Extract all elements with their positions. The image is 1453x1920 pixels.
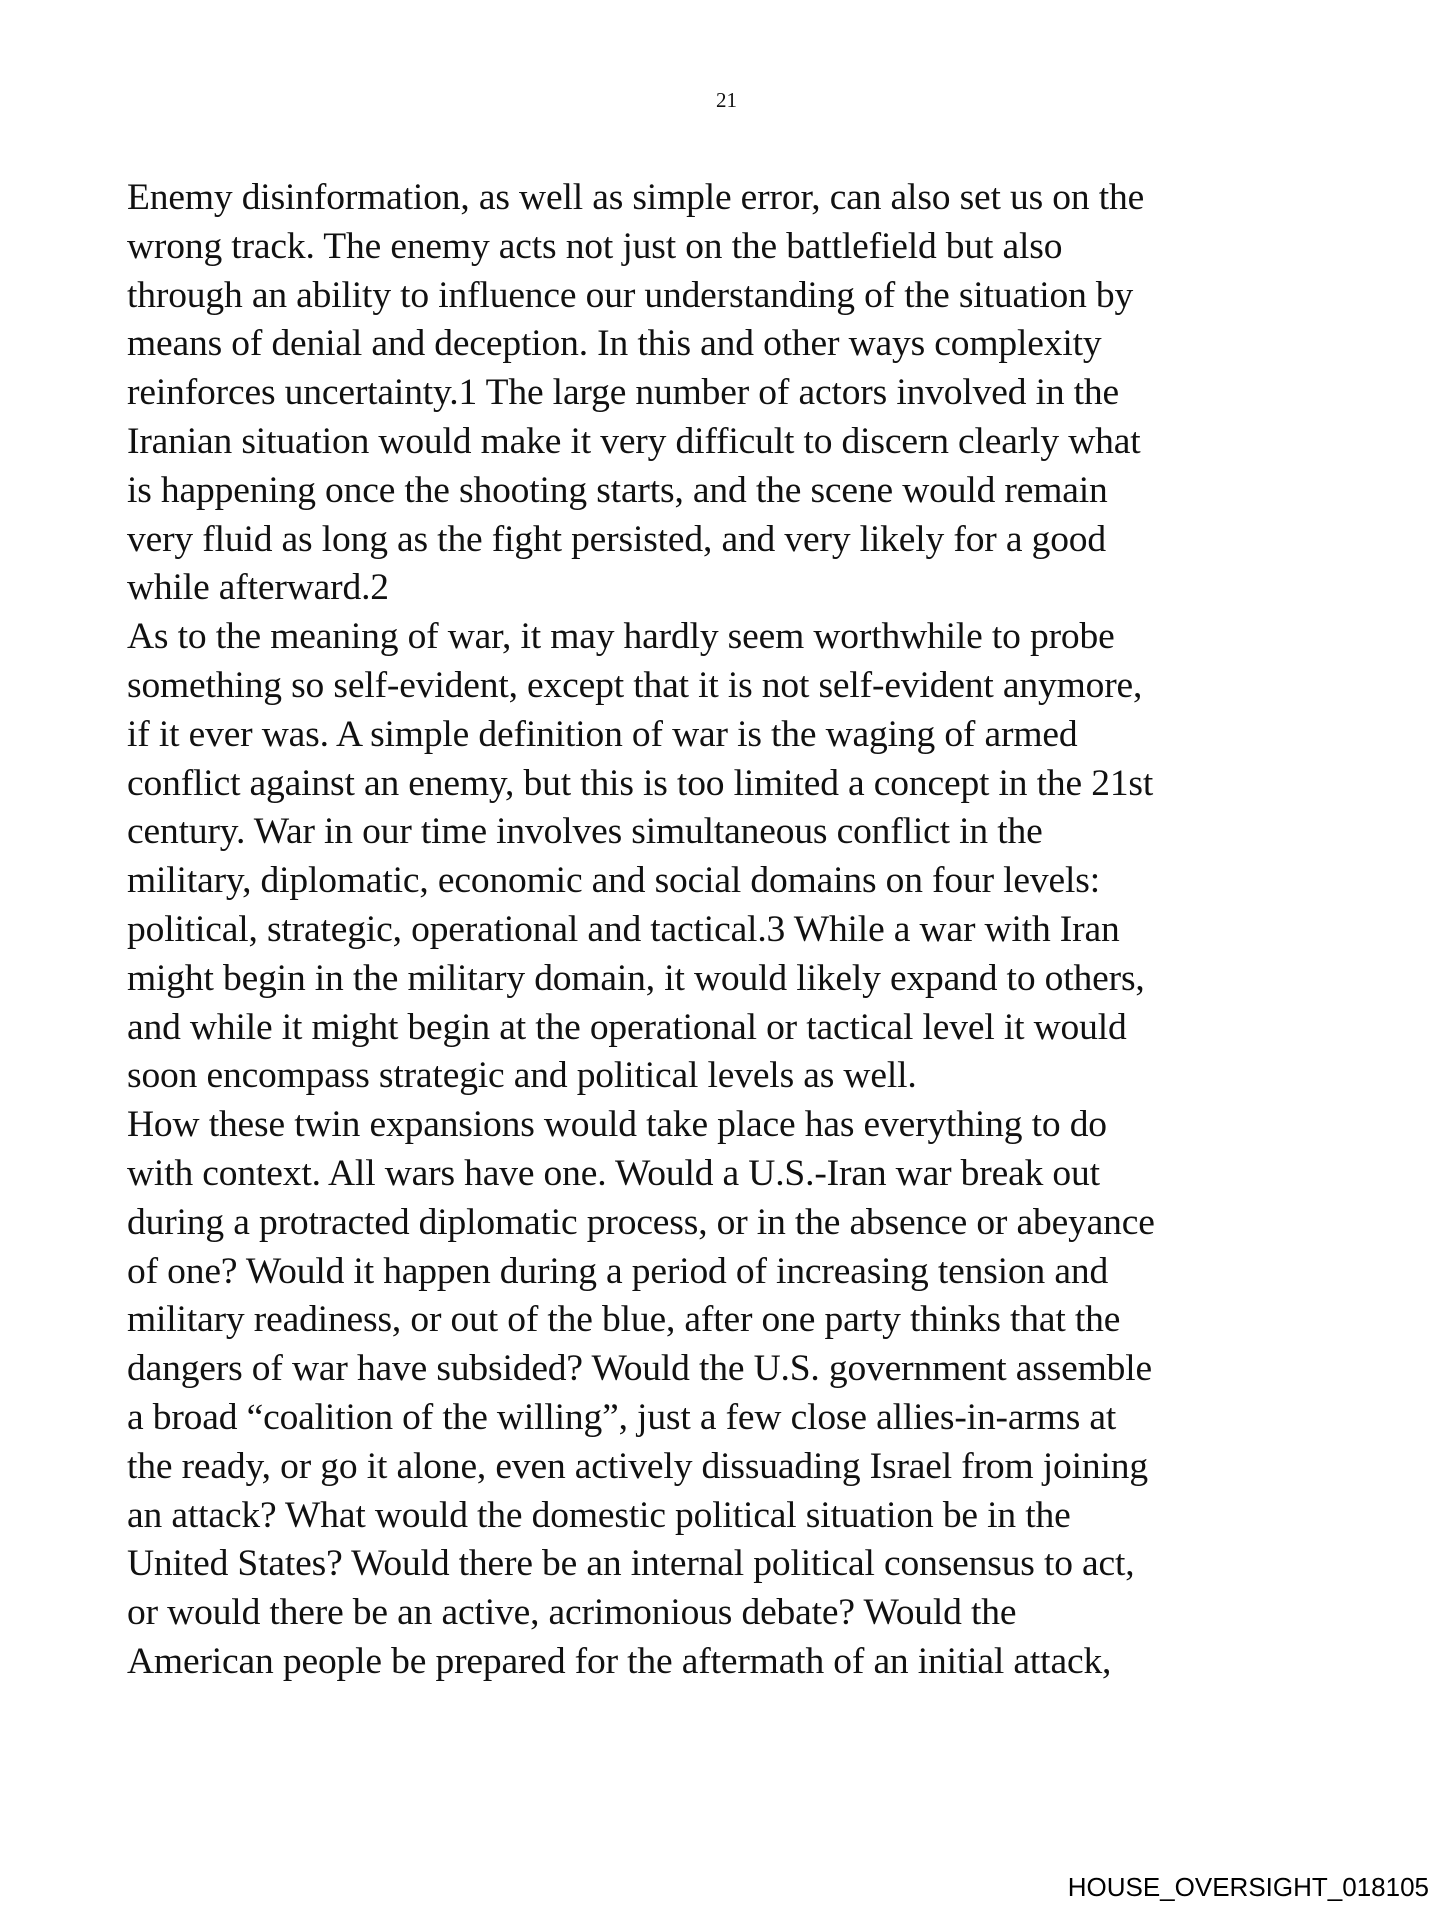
paragraph-meaning-of-war — [127, 613, 1387, 1101]
text-line: soon encompass strategic and political levels as well. — [127, 1055, 917, 1097]
text-line: conflict against an enemy, but this is too limited a concept in the 21st — [127, 762, 1154, 804]
text-line: means of denial and deception. In this and other ways complexity — [127, 323, 1102, 365]
text-line: or would there be an active, acrimonious debate? Would the — [127, 1592, 1017, 1634]
text-line: an attack? What would the domestic political situation be in the — [127, 1494, 1071, 1536]
text-line: while afterward.2 — [127, 567, 389, 609]
text-line: century. War in our time involves simultaneous conflict in the — [127, 811, 1043, 853]
text-line: during a protracted diplomatic process, or in the absence or abeyance — [127, 1201, 1155, 1243]
text-line: of one? Would it happen during a period of increasing tension and — [127, 1250, 1109, 1292]
text-line: As to the meaning of war, it may hardly seem worthwhile to probe — [127, 616, 1115, 658]
body-text — [127, 174, 1387, 1687]
text-line: dangers of war have subsided? Would the U.S. government assemble — [127, 1348, 1152, 1390]
text-line: reinforces uncertainty.1 The large number of actors involved in the — [127, 372, 1120, 414]
text-line: Enemy disinformation, as well as simple error, can also set us on the — [127, 177, 1145, 218]
text-line: political, strategic, operational and tactical.3 While a war with Iran — [127, 908, 1120, 950]
text-line: the ready, or go it alone, even actively dissuading Israel from joining — [127, 1445, 1148, 1487]
text-line: through an ability to influence our understanding of the situation by — [127, 274, 1134, 316]
paragraph-uncertainty — [127, 174, 1387, 613]
text-line: wrong track. The enemy acts not just on the battlefield but also — [127, 225, 1063, 267]
text-line: is happening once the shooting starts, and the scene would remain — [127, 469, 1108, 511]
bates-stamp: HOUSE_OVERSIGHT_018105 — [1067, 1872, 1429, 1902]
text-line: United States? Would there be an internal political consensus to act, — [127, 1543, 1135, 1585]
text-line: military readiness, or out of the blue, after one party thinks that the — [127, 1299, 1121, 1341]
text-line: Iranian situation would make it very difficult to discern clearly what — [127, 420, 1141, 462]
text-line: something so self-evident, except that it is not self-evident anymore, — [127, 664, 1143, 706]
text-line: military, diplomatic, economic and social domains on four levels: — [127, 860, 1100, 902]
text-line: might begin in the military domain, it would likely expand to others, — [127, 957, 1145, 999]
text-line: How these twin expansions would take place has everything to do — [127, 1104, 1107, 1146]
text-line: and while it might begin at the operational or tactical level it would — [127, 1006, 1127, 1048]
text-line: if it ever was. A simple definition of war is the waging of armed — [127, 713, 1078, 755]
text-line: with context. All wars have one. Would a U.S.-Iran war break out — [127, 1152, 1100, 1194]
text-line: very fluid as long as the fight persisted, and very likely for a good — [127, 518, 1106, 560]
paragraph-context — [127, 1101, 1387, 1687]
page-number: 21 — [716, 88, 737, 112]
text-line: a broad “coalition of the willing”, just a few close allies-in-arms at — [127, 1396, 1117, 1438]
text-line: American people be prepared for the aftermath of an initial attack, — [127, 1640, 1112, 1682]
